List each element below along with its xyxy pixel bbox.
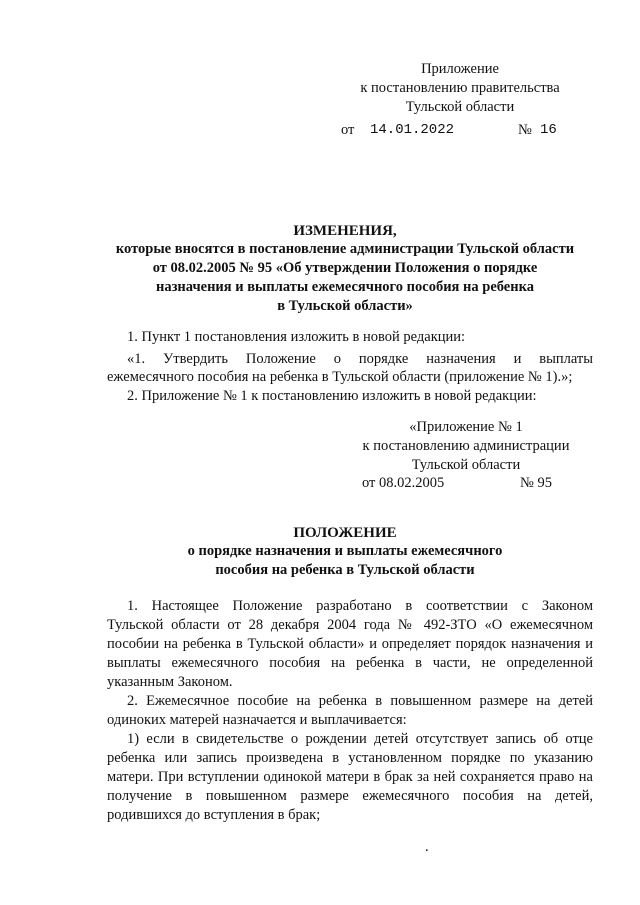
- paragraph-line: 2. Ежемесячное пособие на ребенка в повышенном размере на детей: [127, 693, 593, 709]
- changes-title: ИЗМЕНЕНИЯ,: [293, 223, 397, 239]
- appendix-number: 16: [540, 122, 557, 138]
- regulation-paragraph-2: [107, 692, 593, 730]
- changes-subtitle: [90, 240, 600, 316]
- changes-item-1: 1. Пункт 1 постановления изложить в новой редакции:: [127, 329, 466, 345]
- footer-dot: .: [425, 839, 429, 855]
- appendix-subtitle: к постановлению правительства: [360, 80, 560, 96]
- paragraph-line: выплаты ежемесячного пособия на ребенка в части, не определенной: [107, 655, 593, 671]
- paragraph-line: одиноких матерей назначается и выплачивается:: [107, 712, 407, 728]
- paragraph-line: Тульской области от 28 декабря 2004 года № 492-ЗТО «О ежемесячном: [107, 617, 593, 633]
- paragraph-line: ребенка или запись произведена в установленном порядке по указанию: [107, 750, 593, 766]
- changes-item-quote-line: [107, 350, 593, 369]
- appendix-date: 14.01.2022: [370, 122, 455, 138]
- appendix-region: Тульской области: [405, 99, 515, 115]
- changes-item-quote-cont: ежемесячного пособия на ребенка в Тульской области (приложение № 1).»;: [107, 369, 573, 385]
- changes-item-2: 2. Приложение № 1 к постановлению изложить в новой редакции:: [127, 388, 537, 404]
- regulation-paragraph-1: [107, 597, 593, 692]
- changes-subtitle-line: которые вносятся в постановление администрации Тульской области: [115, 241, 575, 257]
- paragraph-line: 1. Настоящее Положение разработано в соответствии с Законом: [127, 598, 593, 614]
- regulation-title: ПОЛОЖЕНИЕ: [293, 525, 397, 541]
- paragraph-line: 1) если в свидетельстве о рождении детей отсутствует запись об отце: [127, 731, 593, 747]
- embedded-appendix-date: от 08.02.2005: [362, 475, 445, 491]
- paragraph-line: родившихся до вступления в брак;: [107, 807, 321, 823]
- paragraph-line: получение в повышенном размере ежемесячного пособия на детей,: [107, 788, 593, 804]
- embedded-appendix-region: Тульской области: [411, 457, 521, 473]
- paragraph-line: указанным Законом.: [107, 674, 233, 690]
- regulation-subtitle: [90, 542, 600, 580]
- changes-item-quote: «1. Утвердить Положение о порядке назначения и выплаты: [127, 351, 593, 367]
- regulation-paragraph-3: [107, 730, 593, 825]
- paragraph-line: пособии на ребенка в Тульской области» и определяет порядок назначения и: [107, 636, 593, 652]
- changes-subtitle-line: в Тульской области»: [277, 298, 413, 314]
- regulation-subtitle-line: пособия на ребенка в Тульской области: [215, 562, 475, 578]
- embedded-appendix-number: № 95: [520, 475, 552, 491]
- embedded-appendix-header: [346, 418, 586, 475]
- appendix-header: [330, 60, 590, 117]
- appendix-date-prefix: от: [341, 122, 355, 138]
- embedded-appendix-subtitle: к постановлению администрации: [362, 438, 570, 454]
- appendix-number-prefix: №: [518, 122, 532, 138]
- regulation-subtitle-line: о порядке назначения и выплаты ежемесячного: [187, 543, 503, 559]
- paragraph-line: матери. При вступлении одинокой матери в брак за ней сохраняется право на: [107, 769, 593, 785]
- changes-subtitle-line: от 08.02.2005 № 95 «Об утверждении Положения о порядке: [152, 260, 538, 276]
- appendix-title: Приложение: [421, 61, 499, 77]
- embedded-appendix-title: «Приложение № 1: [409, 419, 523, 435]
- changes-subtitle-line: назначения и выплаты ежемесячного пособия на ребенка: [156, 279, 534, 295]
